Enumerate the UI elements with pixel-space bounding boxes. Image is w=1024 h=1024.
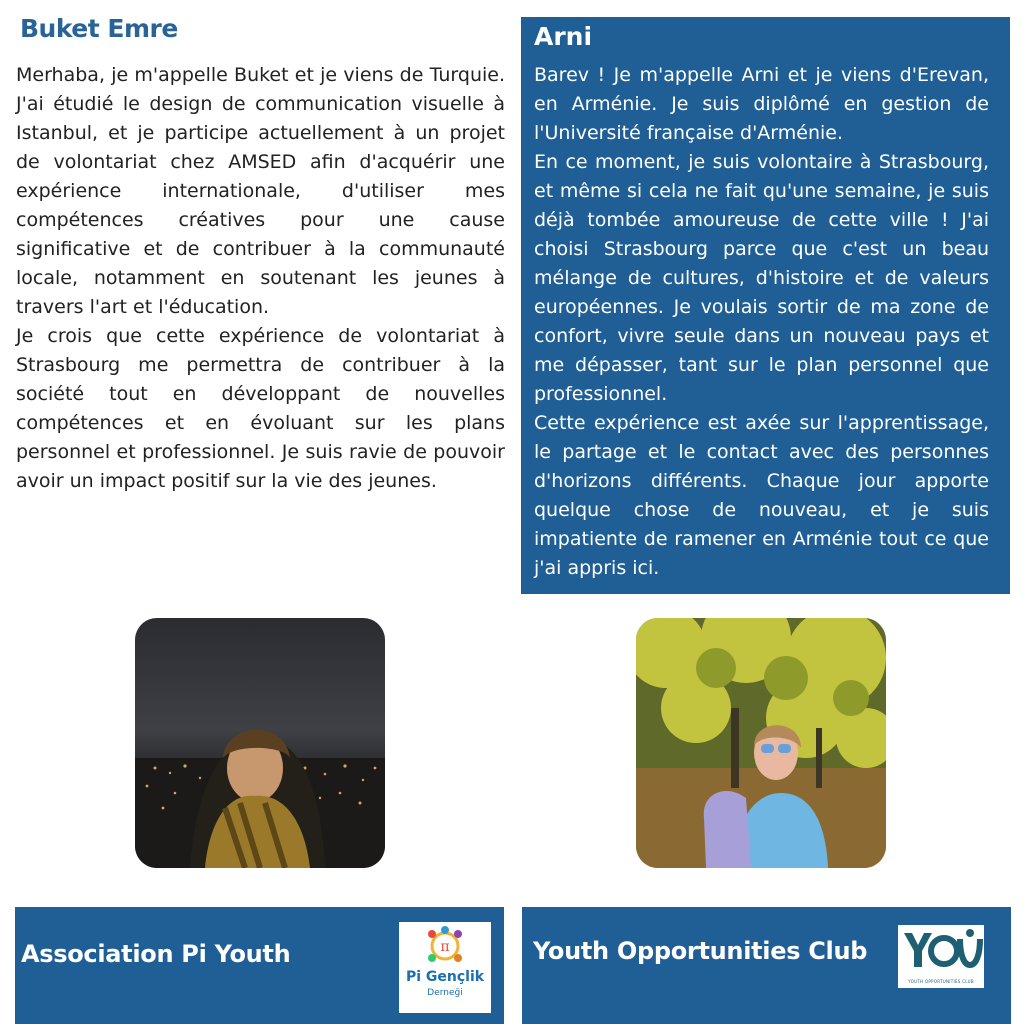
yoc-logo [898,925,984,988]
footer-title: Association Pi Youth [21,940,291,968]
footer-pi-youth [15,907,504,1024]
footer-title: Youth Opportunities Club [533,937,868,965]
yoc-mark-icon [898,925,984,977]
profile-bio-buket [16,61,505,496]
photo-buket [135,618,385,868]
footer-youth-opportunities-club [522,907,1011,1024]
bio-paragraph: Cette expérience est axée sur l'apprentissage, le partage et le contact avec des personnes d'horizons différents. Chaque jour apporte quelque chose de nouveau, et je suis impatiente de ramener en Arménie tout ce que j'ai appris ici. [534,412,989,579]
profile-panel-arni [521,17,1010,594]
profile-bio-arni [534,61,989,583]
logo-text: Pi Gençlik [405,969,485,985]
pi-genclik-logo [399,922,491,1013]
profile-name-buket: Buket Emre [20,14,178,43]
bio-paragraph: Barev ! Je m'appelle Arni et je viens d'Erevan, en Arménie. Je suis diplômé en gestion de l'Université française d'Arménie. [534,64,989,144]
pi-people-icon [399,922,491,972]
logo-subtext: YOUTH OPPORTUNITIES CLUB [908,979,974,984]
logo-subtext: Derneği [427,988,463,998]
photo-arni [636,618,886,868]
bio-paragraph: Merhaba, je m'appelle Buket et je viens de Turquie. J'ai étudié le design de communication visuelle à Istanbul, et je participe actuellement à un projet de volontariat chez AMSED afin d'acquérir une expérience internationale, d'utiliser mes compétences créatives pour une cause significative et de contribuer à la communauté locale, notamment en soutenant les jeunes à travers l'art et l'éducation. [16,64,505,318]
bio-paragraph: En ce moment, je suis volontaire à Strasbourg, et même si cela ne fait qu'une semaine, je suis déjà tombée amoureuse de cette ville ! J'ai choisi Strasbourg parce que c'est un beau mélange de cultures, d'histoire et de valeurs européennes. Je voulais sortir de ma zone de confort, vivre seule dans un nouveau pays et me dépasser, tant sur le plan personnel que professionnel. [534,151,989,405]
bio-paragraph: Je crois que cette expérience de volontariat à Strasbourg me permettra de contribuer à la société tout en développant de nouvelles compétences et en évoluant sur les plans personnel et professionnel. Je suis ravie de pouvoir avoir un impact positif sur la vie des jeunes. [16,325,505,492]
profile-name-arni: Arni [534,22,593,51]
svg-text:π: π [440,939,450,955]
